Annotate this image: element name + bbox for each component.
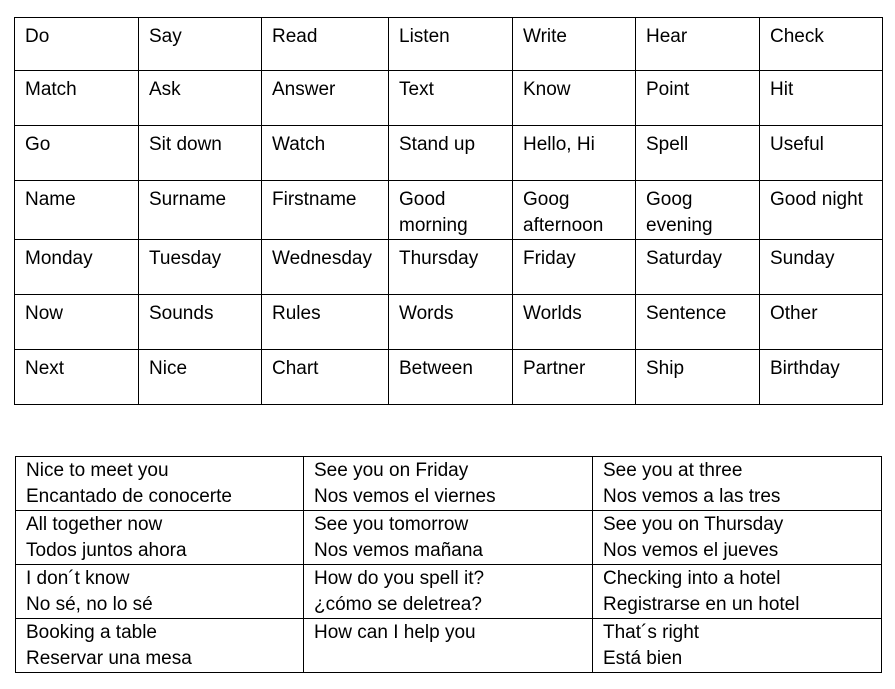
phrase-cell	[304, 619, 593, 673]
vocab-cell: Rules	[262, 295, 389, 350]
phrase-english: That´s right	[603, 622, 700, 643]
table-row	[16, 511, 882, 565]
vocab-cell: Spell	[636, 126, 760, 181]
table-row	[15, 71, 883, 126]
vocab-cell: Now	[15, 295, 139, 350]
vocab-cell: Ask	[139, 71, 262, 126]
phrase-spanish: Encantado de conocerte	[26, 486, 232, 507]
phrase-spanish: Nos vemos mañana	[314, 540, 483, 561]
phrase-english: See you on Friday	[314, 460, 469, 481]
vocab-cell: Nice	[139, 350, 262, 405]
phrase-english: I don´t know	[26, 568, 130, 589]
vocab-cell: Do	[15, 18, 139, 71]
vocab-cell: Goog afternoon	[513, 181, 636, 240]
phrase-spanish: Reservar una mesa	[26, 648, 192, 669]
vocab-cell: Match	[15, 71, 139, 126]
phrase-english: All together now	[26, 514, 163, 535]
vocab-cell: Between	[389, 350, 513, 405]
vocab-cell: Watch	[262, 126, 389, 181]
phrase-english: Booking a table	[26, 622, 157, 643]
table-row	[15, 240, 883, 295]
vocab-cell: Hit	[760, 71, 883, 126]
vocab-cell: Good morning	[389, 181, 513, 240]
phrase-spanish: ¿cómo se deletrea?	[314, 594, 482, 615]
phrase-english: See you on Thursday	[603, 514, 784, 535]
vocab-cell: Know	[513, 71, 636, 126]
vocab-cell: Say	[139, 18, 262, 71]
phrase-cell	[16, 619, 304, 673]
phrase-spanish: Nos vemos el viernes	[314, 486, 496, 507]
table-row	[16, 457, 882, 511]
vocab-cell: Partner	[513, 350, 636, 405]
table-row	[15, 126, 883, 181]
table-row	[15, 350, 883, 405]
phrase-cell	[304, 457, 593, 511]
vocab-cell: Surname	[139, 181, 262, 240]
vocab-cell: Name	[15, 181, 139, 240]
phrase-spanish: Nos vemos a las tres	[603, 486, 781, 507]
phrase-spanish: No sé, no lo sé	[26, 594, 153, 615]
vocab-cell: Wednesday	[262, 240, 389, 295]
phrase-spanish: Nos vemos el jueves	[603, 540, 779, 561]
phrase-english: Checking into a hotel	[603, 568, 781, 589]
vocab-cell: Stand up	[389, 126, 513, 181]
table-row	[15, 18, 883, 71]
phrase-english: How can I help you	[314, 622, 476, 643]
vocab-cell: Answer	[262, 71, 389, 126]
vocab-cell: Ship	[636, 350, 760, 405]
vocab-cell: Thursday	[389, 240, 513, 295]
phrase-spanish: Está bien	[603, 648, 683, 669]
phrase-spanish: Registrarse en un hotel	[603, 594, 800, 615]
vocab-cell: Words	[389, 295, 513, 350]
phrase-cell	[593, 565, 882, 619]
vocab-cell: Useful	[760, 126, 883, 181]
vocab-cell: Chart	[262, 350, 389, 405]
vocab-cell: Good night	[760, 181, 883, 240]
phrases-table	[15, 456, 882, 673]
phrase-english: See you tomorrow	[314, 514, 469, 535]
table-row	[16, 619, 882, 673]
phrase-english: See you at three	[603, 460, 743, 481]
phrases-table-body	[16, 457, 882, 673]
vocab-cell: Read	[262, 18, 389, 71]
vocab-cell: Friday	[513, 240, 636, 295]
phrase-cell	[16, 511, 304, 565]
phrase-cell	[593, 619, 882, 673]
vocab-cell: Next	[15, 350, 139, 405]
phrase-cell	[593, 511, 882, 565]
vocab-cell: Birthday	[760, 350, 883, 405]
vocab-cell: Check	[760, 18, 883, 71]
vocab-cell: Sentence	[636, 295, 760, 350]
vocab-cell: Write	[513, 18, 636, 71]
table-row	[15, 295, 883, 350]
vocab-cell: Other	[760, 295, 883, 350]
vocab-cell: Goog evening	[636, 181, 760, 240]
phrase-cell	[304, 511, 593, 565]
vocab-cell: Firstname	[262, 181, 389, 240]
vocab-cell: Go	[15, 126, 139, 181]
vocab-cell: Text	[389, 71, 513, 126]
vocab-cell: Hear	[636, 18, 760, 71]
vocab-cell: Monday	[15, 240, 139, 295]
phrase-cell	[16, 565, 304, 619]
vocab-cell: Sit down	[139, 126, 262, 181]
vocab-cell: Point	[636, 71, 760, 126]
vocab-cell: Worlds	[513, 295, 636, 350]
phrase-english: Nice to meet you	[26, 460, 169, 481]
vocab-cell: Listen	[389, 18, 513, 71]
vocab-cell: Hello, Hi	[513, 126, 636, 181]
phrase-cell	[593, 457, 882, 511]
phrase-spanish: Todos juntos ahora	[26, 540, 187, 561]
phrase-english: How do you spell it?	[314, 568, 485, 589]
table-row	[16, 565, 882, 619]
table-row	[15, 181, 883, 240]
phrase-cell	[304, 565, 593, 619]
vocab-cell: Sunday	[760, 240, 883, 295]
vocabulary-table	[14, 17, 883, 405]
vocab-cell: Sounds	[139, 295, 262, 350]
phrase-cell	[16, 457, 304, 511]
vocabulary-table-body	[15, 18, 883, 405]
vocab-cell: Saturday	[636, 240, 760, 295]
vocab-cell: Tuesday	[139, 240, 262, 295]
